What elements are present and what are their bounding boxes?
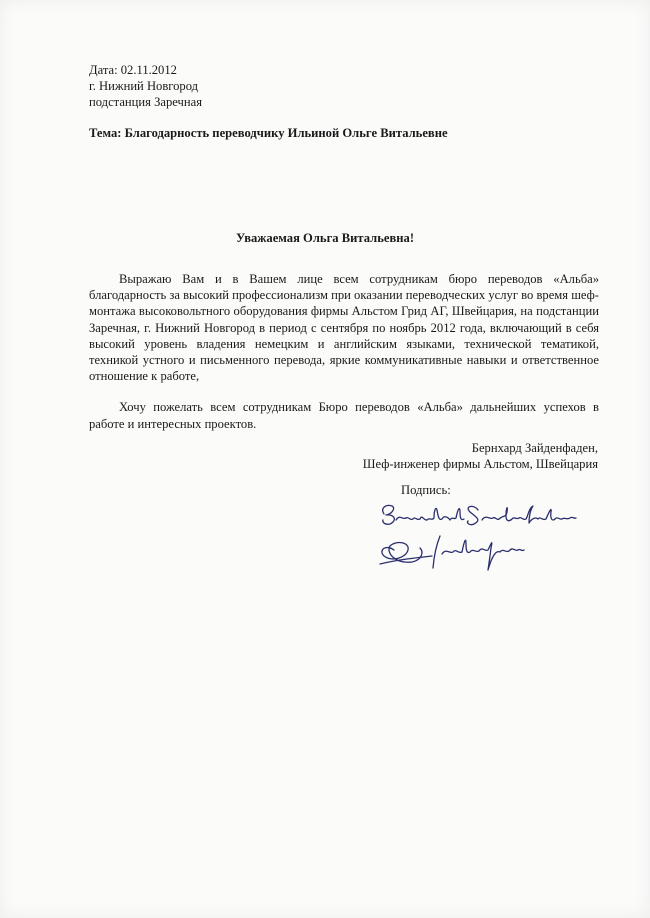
signature-stroke — [433, 536, 440, 568]
signer-position: Шеф-инженер фирмы Альстом, Швейцария — [362, 457, 598, 472]
letter-header — [89, 62, 389, 111]
body-paragraph: Выражаю Вам и в Вашем лице всем сотрудникам бюро переводов «Альба» благодарность за высокий профессионализм при оказании переводческих услуг во время шеф-монтажа высоковольтного оборудования фирмы Альстом Грид АГ, Швейцария, на подстанции Заречная, г. Нижний Новгород в период с сентября по ноябрь 2012 года, включающий в себя высокий уровень владения немецким и английским языками, технической тематикой, техникой устного и письменного перевода, яркие коммуникативные навыки и ответственное отношение к работе, — [89, 272, 599, 384]
letter-body — [89, 271, 599, 432]
location-line: подстанция Заречная — [89, 95, 203, 110]
signature-stroke — [396, 508, 464, 520]
signature-ink — [380, 505, 576, 570]
greeting: Уважаемая Ольга Витальевна! — [235, 231, 415, 245]
signature-stroke — [442, 540, 524, 570]
date-line: Дата: 02.11.2012 — [89, 63, 177, 77]
signature-stroke — [467, 506, 478, 524]
signature-stroke — [383, 505, 395, 524]
signature-label: Подпись: — [401, 483, 451, 497]
city-line: г. Нижний Новгород — [89, 79, 199, 94]
subject-line: Тема: Благодарность переводчику Ильиной Ольге Витальевне — [89, 126, 448, 140]
handwritten-signature — [366, 490, 596, 580]
signature-stroke — [482, 506, 576, 523]
body-paragraph: Хочу пожелать всем сотрудникам Бюро переводов «Альба» дальнейших успехов в работе и интересных проектов. — [89, 400, 599, 431]
signer-name: Бернхард Зайденфаден, — [471, 441, 598, 455]
signoff-block — [298, 440, 598, 472]
